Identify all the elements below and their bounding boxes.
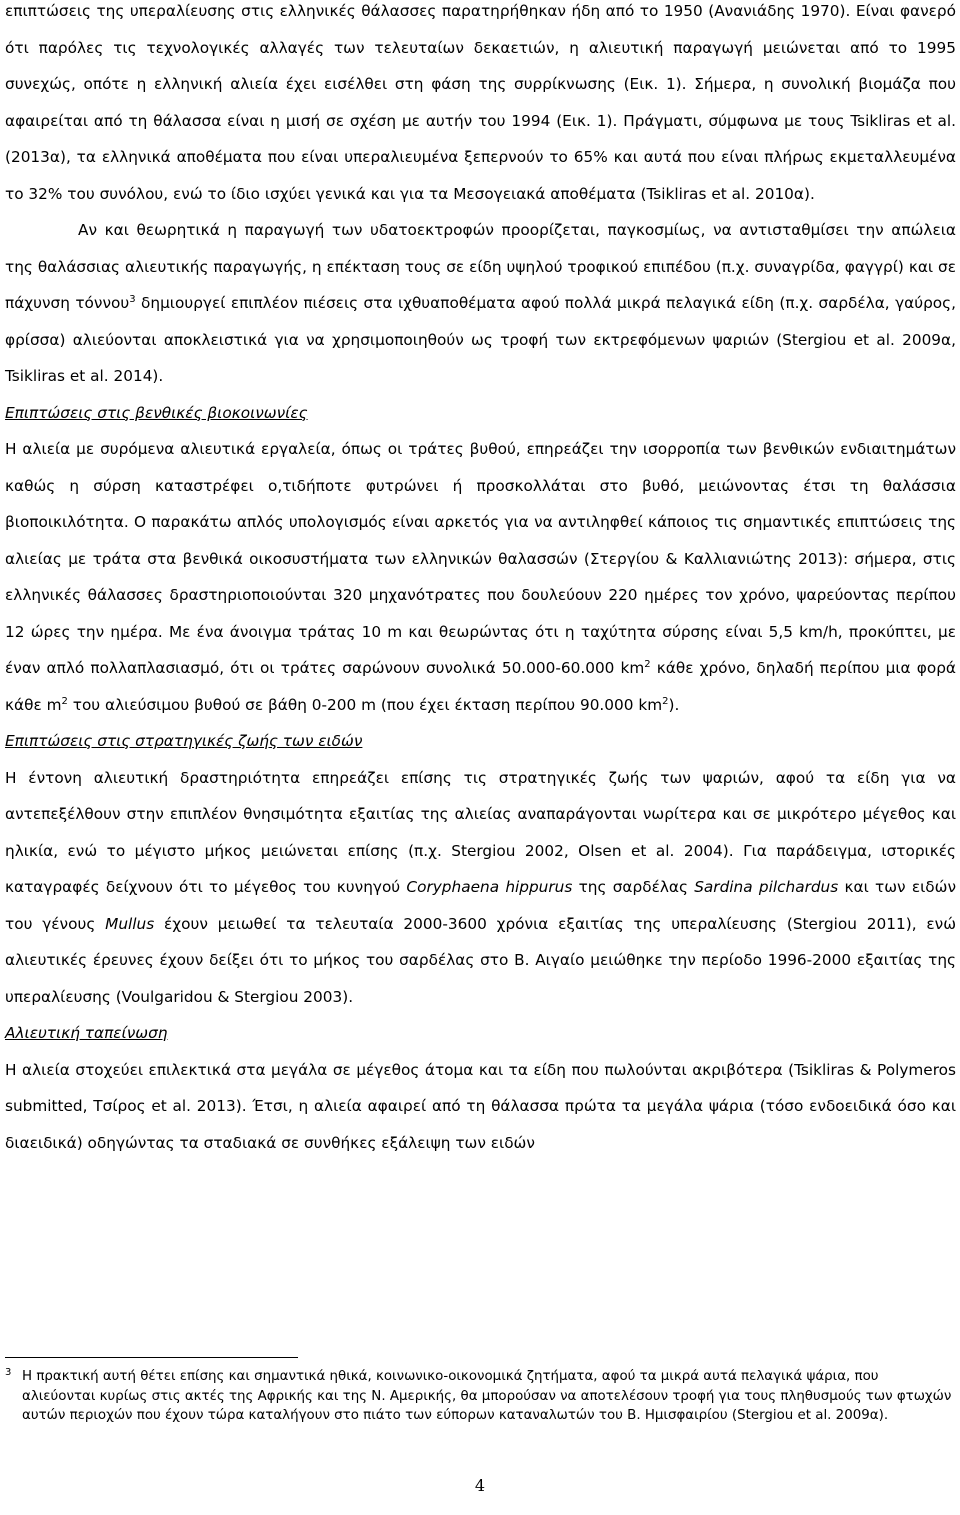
paragraph-text-part: έχουν μειωθεί τα τελευταία 2000-3600 χρόνια εξαιτίας της υπεραλίευσης (Stergiou 2011), ενώ αλιευτικές έρευνες έχουν δείξει ότι το μήκος του σαρδέλας στο Β. Αιγαίο μειώθηκε την περίοδο 1996-2000 εξαιτίας της υπεραλίευσης (Voulgaridou & Stergiou 2003). — [5, 914, 957, 1006]
footnote-text: Η πρακτική αυτή θέτει επίσης και σημαντικά ηθικά, κοινωνικο-οικονομικά ζητήματα, αφού τα μικρά αυτά πελαγικά ψάρια, που αλιεύονται κυρίως στις ακτές της Αφρικής και της Ν. Αμερικής, θα μπορούσαν να αποτελέσουν τροφή για τους πληθυσμούς των φτωχών αυτών περιοχών που έχουν τώρα καταλήγουν στο πιάτο των εύπορων καταναλωτών του Β. Ημισφαιρίου (Stergiou et al. 2009α). — [22, 1369, 952, 1424]
paragraph-text-part: δημιουργεί επιπλέον πιέσεις στα ιχθυαποθέματα αφού πολλά μικρά πελαγικά είδη (π.χ. σαρδέλα, γαύρος, φρίσσα) αλιεύονται αποκλειστικά για να χρησιμοποιηθούν ως τροφή των εκτρεφόμενων ψαριών (Stergiou et al. 2009α, Tsikliras et al. 2014). — [5, 294, 956, 385]
paragraph-text: Η αλιεία στοχεύει επιλεκτικά στα μεγάλα σε μέγεθος άτομα και τα είδη που πωλούνται ακριβότερα (Tsikliras & Polymeros submitted, Τσίρος et al. 2013). Έτσι, η αλιεία αφαιρεί από τη θάλασσα πρώτα τα μεγάλα ψάρια (τόσο ενδοειδικά όσο και διαειδικά) οδηγώντας τα σταδιακά σε συνθήκες εξάλειψη των ειδών — [5, 1060, 956, 1152]
footnote-marker: 3 — [5, 1367, 12, 1378]
paragraph-text-part: κάθε χρόνο, δηλαδή περίπου μια φορά κάθε m — [5, 659, 956, 714]
footnote-reference[interactable]: 3 — [129, 294, 136, 305]
paragraph-life-history — [5, 760, 956, 1016]
species-name: Sardina pilchardus — [694, 878, 839, 896]
paragraph-text-part: της σαρδέλας — [572, 878, 695, 896]
species-name: Mullus — [105, 914, 155, 933]
section-heading-fishing-down: Αλιευτική ταπείνωση — [5, 1024, 168, 1042]
paragraph-benthic — [5, 431, 956, 723]
paragraph-text-part: Η έντονη αλιευτική δραστηριότητα επηρεάζει επίσης τις στρατηγικές ζωής των ψαριών, αφού τα είδη για να αντεπεξέλθουν στην επιπλέον θνησιμότητα εξαιτίας της αλιείας αναπαράγονται νωρίτερα και σε μικρότερο μέγεθος και ηλικία, ενώ το μέγιστο μήκος μειώνεται επίσης (π.χ. Stergiou 2002, Olsen et al. 2004). Για παράδειγμα, ιστορικές καταγραφές δείχνουν ότι το μέγεθος του κυνηγού — [5, 768, 956, 896]
paragraph-text-part: του αλιεύσιμου βυθού σε βάθη 0-200 m (που έχει έκταση περίπου 90.000 km — [67, 695, 663, 714]
section-heading-life-history: Επιπτώσεις στις στρατηγικές ζωής των ειδών — [5, 732, 363, 750]
paragraph-text-part: ). — [668, 695, 680, 714]
paragraph-fishing-down — [5, 1052, 956, 1162]
section-heading-benthic: Επιπτώσεις στις βενθικές βιοκοινωνίες — [5, 403, 308, 422]
species-name: Coryphaena hippurus — [406, 878, 573, 896]
paragraph-text-part: Αν και θεωρητικά η παραγωγή των υδατοεκτροφών προορίζεται, παγκοσμίως, να αντισταθμίσει την απώλεια της θαλάσσιας αλιευτικής παραγωγής, η επέκταση τους σε είδη υψηλού τροφικού επιπέδου (π.χ. συναγρίδα, φαγγρί) και σε πάχυνση τόννου — [5, 221, 956, 312]
paragraph-text-part: και των ειδών του γένους — [5, 878, 956, 933]
footnote-separator — [5, 1357, 298, 1358]
superscript-exponent: 2 — [662, 695, 669, 707]
paragraph-aquaculture — [5, 212, 956, 395]
paragraph-text: επιπτώσεις της υπεραλίευσης στις ελληνικές θάλασσες παρατηρήθηκαν ήδη από το 1950 (Ανανιάδης 1970). Είναι φανερό ότι παρόλες τις τεχνολογικές αλλαγές των τελευταίων δεκαετιών, η αλιευτική παραγωγή μειώνεται από το 1995 συνεχώς, οπότε η ελληνική αλιεία έχει εισέλθει στη φάση της συρρίκνωσης (Εικ. 1). Σήμερα, η συνολική βιομάζα που αφαιρείται από τη θάλασσα είναι η μισή σε σχέση με αυτήν του 1994 (Εικ. 1). Πράγματι, σύμφωνα με τους Tsikliras et al. (2013α), τα ελληνικά αποθέματα που είναι υπεραλιευμένα ξεπερνούν το 65% και αυτά που είναι πλήρως εκμεταλλευμένα το 32% του συνόλου, ενώ το ίδιο ισχύει γενικά και για τα Μεσογειακά αποθέματα (Tsikliras et al. 2010α). — [5, 2, 956, 203]
superscript-exponent: 2 — [61, 695, 68, 707]
superscript-exponent: 2 — [644, 659, 651, 670]
footnote — [5, 1367, 956, 1426]
paragraph-text-part: Η αλιεία με συρόμενα αλιευτικά εργαλεία, όπως οι τράτες βυθού, επηρεάζει την ισορροπία των βενθικών ενδιαιτημάτων καθώς η σύρση καταστρέφει ο,τιδήποτε φυτρώνει ή προσκολλάται στο βυθό, μειώνοντας έτσι τη θαλάσσια βιοποικιλότητα. Ο παρακάτω απλός υπολογισμός είναι αρκετός για να αντιληφθεί κάποιος τις σημαντικές επιπτώσεις της αλιείας με τράτα στα βενθικά οικοσυστήματα των ελληνικών θαλασσών (Στεργίου & Καλλιανιώτης 2013): σήμερα, στις ελληνικές θάλασσες δραστηριοποιούνται 320 μηχανότρατες που δουλεύουν 220 ημέρες τον χρόνο, ψαρεύοντας περίπου 12 ώρες την ημέρα. Με ένα άνοιγμα τράτας 10 m και θεωρώντας ότι η ταχύτητα σύρσης είναι 5,5 km/h, προκύπτει, με έναν απλό πολλαπλασιασμό, ότι οι τράτες σαρώνουν συνολικά 50.000-60.000 km — [5, 440, 956, 677]
paragraph-overfishing-greece — [5, 0, 956, 212]
page-number: 4 — [474, 1476, 486, 1495]
